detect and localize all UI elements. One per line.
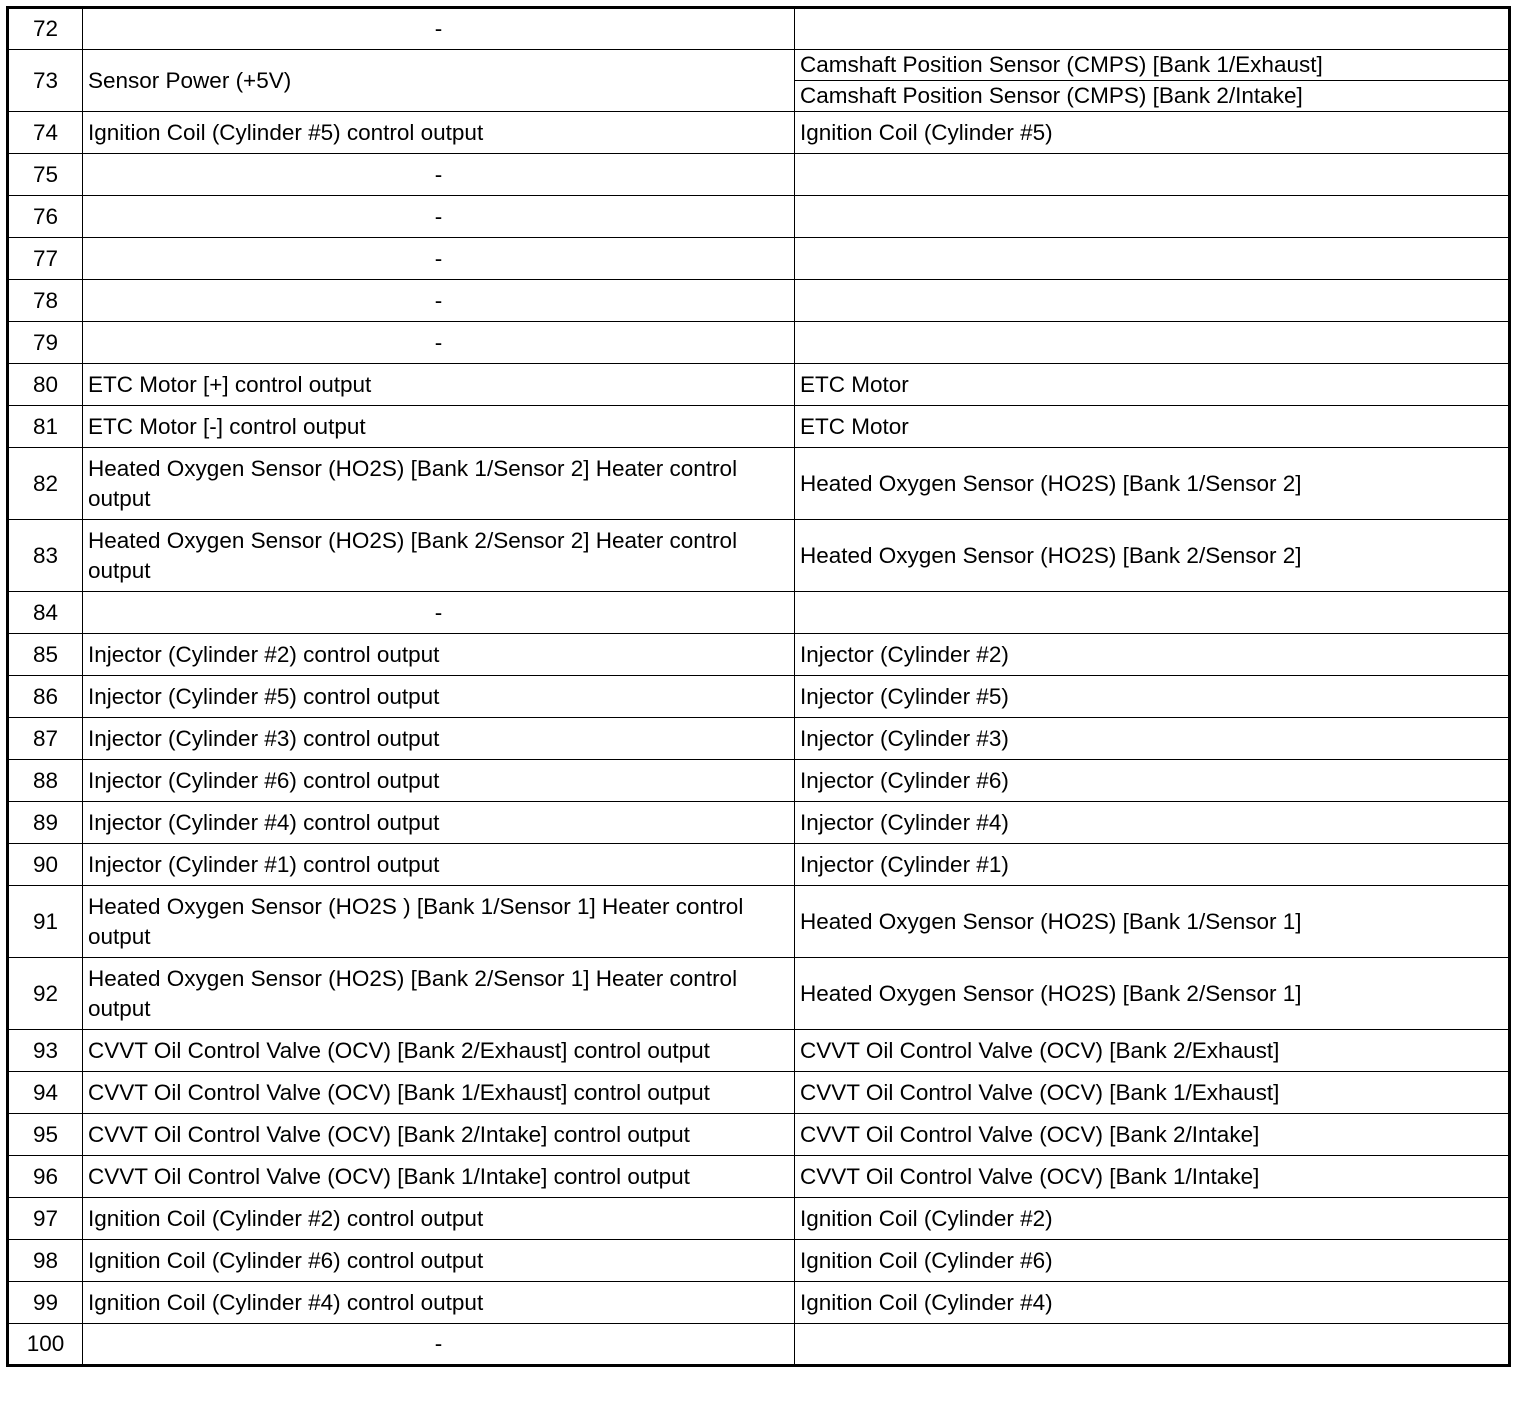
pin-number-cell: 75 bbox=[8, 154, 83, 196]
pin-description-cell: ETC Motor [-] control output bbox=[83, 406, 795, 448]
pin-number-cell: 94 bbox=[8, 1072, 83, 1114]
table-row bbox=[8, 1072, 1510, 1114]
pin-number-cell: 84 bbox=[8, 592, 83, 634]
pin-number-cell: 100 bbox=[8, 1324, 83, 1366]
pin-description-cell: - bbox=[83, 154, 795, 196]
pin-number-cell: 96 bbox=[8, 1156, 83, 1198]
pin-number-cell: 97 bbox=[8, 1198, 83, 1240]
pin-description-cell: Heated Oxygen Sensor (HO2S) [Bank 1/Sensor 2] Heater control output bbox=[83, 448, 795, 520]
pin-number-cell: 95 bbox=[8, 1114, 83, 1156]
pin-description-cell: Ignition Coil (Cylinder #2) control output bbox=[83, 1198, 795, 1240]
pin-description-cell: - bbox=[83, 322, 795, 364]
pin-number-cell: 81 bbox=[8, 406, 83, 448]
connected-component-cell bbox=[795, 238, 1510, 280]
pin-number-cell: 86 bbox=[8, 676, 83, 718]
pin-description-cell: CVVT Oil Control Valve (OCV) [Bank 2/Exhaust] control output bbox=[83, 1030, 795, 1072]
pin-description-cell: CVVT Oil Control Valve (OCV) [Bank 1/Exhaust] control output bbox=[83, 1072, 795, 1114]
connected-component-cell: Ignition Coil (Cylinder #5) bbox=[795, 112, 1510, 154]
pin-number-cell: 80 bbox=[8, 364, 83, 406]
table-row bbox=[8, 844, 1510, 886]
pin-number-cell: 88 bbox=[8, 760, 83, 802]
table-row bbox=[8, 8, 1510, 50]
table-row bbox=[8, 1324, 1510, 1366]
connected-component-cell bbox=[795, 592, 1510, 634]
pin-number-cell: 85 bbox=[8, 634, 83, 676]
pin-description-cell: Heated Oxygen Sensor (HO2S ) [Bank 1/Sensor 1] Heater control output bbox=[83, 886, 795, 958]
pin-number-cell: 73 bbox=[8, 50, 83, 112]
pin-description-cell: Ignition Coil (Cylinder #4) control output bbox=[83, 1282, 795, 1324]
pin-description-cell: Injector (Cylinder #5) control output bbox=[83, 676, 795, 718]
pin-number-cell: 79 bbox=[8, 322, 83, 364]
connected-component-cell: Heated Oxygen Sensor (HO2S) [Bank 1/Sensor 1] bbox=[795, 886, 1510, 958]
connected-component-cell: ETC Motor bbox=[795, 364, 1510, 406]
connected-component-cell: Heated Oxygen Sensor (HO2S) [Bank 2/Sensor 1] bbox=[795, 958, 1510, 1030]
pin-number-cell: 92 bbox=[8, 958, 83, 1030]
pin-number-cell: 89 bbox=[8, 802, 83, 844]
connected-component-cell bbox=[795, 280, 1510, 322]
table-row bbox=[8, 802, 1510, 844]
pin-description-cell: Injector (Cylinder #4) control output bbox=[83, 802, 795, 844]
connected-component-cell bbox=[795, 154, 1510, 196]
table-row bbox=[8, 364, 1510, 406]
pin-description-cell: CVVT Oil Control Valve (OCV) [Bank 2/Intake] control output bbox=[83, 1114, 795, 1156]
table-row bbox=[8, 50, 1510, 81]
pin-description-cell: Heated Oxygen Sensor (HO2S) [Bank 2/Sensor 2] Heater control output bbox=[83, 520, 795, 592]
pin-number-cell: 91 bbox=[8, 886, 83, 958]
table-row bbox=[8, 958, 1510, 1030]
pin-number-cell: 72 bbox=[8, 8, 83, 50]
table-row bbox=[8, 760, 1510, 802]
connected-component-cell bbox=[795, 322, 1510, 364]
pin-description-cell: Ignition Coil (Cylinder #5) control output bbox=[83, 112, 795, 154]
table-row bbox=[8, 520, 1510, 592]
connected-component-cell: Heated Oxygen Sensor (HO2S) [Bank 1/Sensor 2] bbox=[795, 448, 1510, 520]
pin-description-cell: Ignition Coil (Cylinder #6) control output bbox=[83, 1240, 795, 1282]
connected-component-cell: Heated Oxygen Sensor (HO2S) [Bank 2/Sensor 2] bbox=[795, 520, 1510, 592]
pin-description-cell: - bbox=[83, 238, 795, 280]
pin-description-cell: - bbox=[83, 1324, 795, 1366]
pin-number-cell: 77 bbox=[8, 238, 83, 280]
pin-description-cell: - bbox=[83, 592, 795, 634]
pin-number-cell: 99 bbox=[8, 1282, 83, 1324]
table-row bbox=[8, 238, 1510, 280]
pin-number-cell: 93 bbox=[8, 1030, 83, 1072]
pin-description-cell: CVVT Oil Control Valve (OCV) [Bank 1/Intake] control output bbox=[83, 1156, 795, 1198]
pin-description-cell: Injector (Cylinder #1) control output bbox=[83, 844, 795, 886]
pin-number-cell: 90 bbox=[8, 844, 83, 886]
connected-component-cell: Camshaft Position Sensor (CMPS) [Bank 2/Intake] bbox=[795, 81, 1510, 112]
table-row bbox=[8, 886, 1510, 958]
table-row bbox=[8, 1156, 1510, 1198]
pin-number-cell: 83 bbox=[8, 520, 83, 592]
table-row bbox=[8, 718, 1510, 760]
connected-component-cell: Injector (Cylinder #4) bbox=[795, 802, 1510, 844]
pin-number-cell: 82 bbox=[8, 448, 83, 520]
table-row bbox=[8, 1030, 1510, 1072]
pin-description-cell: Injector (Cylinder #6) control output bbox=[83, 760, 795, 802]
connected-component-cell: CVVT Oil Control Valve (OCV) [Bank 2/Exhaust] bbox=[795, 1030, 1510, 1072]
table-row bbox=[8, 280, 1510, 322]
table-row bbox=[8, 1198, 1510, 1240]
table-row bbox=[8, 676, 1510, 718]
pin-description-cell: Heated Oxygen Sensor (HO2S) [Bank 2/Sensor 1] Heater control output bbox=[83, 958, 795, 1030]
pin-number-cell: 78 bbox=[8, 280, 83, 322]
connected-component-cell: Injector (Cylinder #1) bbox=[795, 844, 1510, 886]
connected-component-cell: Ignition Coil (Cylinder #4) bbox=[795, 1282, 1510, 1324]
pin-description-cell: Injector (Cylinder #2) control output bbox=[83, 634, 795, 676]
connected-component-cell: Injector (Cylinder #5) bbox=[795, 676, 1510, 718]
pin-description-cell: ETC Motor [+] control output bbox=[83, 364, 795, 406]
pin-description-cell: - bbox=[83, 280, 795, 322]
pin-description-cell: Sensor Power (+5V) bbox=[83, 50, 795, 112]
connected-component-cell: Injector (Cylinder #6) bbox=[795, 760, 1510, 802]
connected-component-cell: Injector (Cylinder #2) bbox=[795, 634, 1510, 676]
pin-number-cell: 74 bbox=[8, 112, 83, 154]
pin-table-body bbox=[8, 8, 1510, 1366]
connected-component-cell: CVVT Oil Control Valve (OCV) [Bank 2/Intake] bbox=[795, 1114, 1510, 1156]
pin-table bbox=[6, 6, 1511, 1367]
table-row bbox=[8, 592, 1510, 634]
connected-component-cell: Injector (Cylinder #3) bbox=[795, 718, 1510, 760]
table-row bbox=[8, 1240, 1510, 1282]
connected-component-cell: CVVT Oil Control Valve (OCV) [Bank 1/Exhaust] bbox=[795, 1072, 1510, 1114]
connected-component-cell: CVVT Oil Control Valve (OCV) [Bank 1/Intake] bbox=[795, 1156, 1510, 1198]
connected-component-cell: ETC Motor bbox=[795, 406, 1510, 448]
pin-description-cell: - bbox=[83, 8, 795, 50]
connected-component-cell: Camshaft Position Sensor (CMPS) [Bank 1/Exhaust] bbox=[795, 50, 1510, 81]
connected-component-cell bbox=[795, 8, 1510, 50]
table-row bbox=[8, 1114, 1510, 1156]
connected-component-cell: Ignition Coil (Cylinder #2) bbox=[795, 1198, 1510, 1240]
table-row bbox=[8, 154, 1510, 196]
pin-number-cell: 98 bbox=[8, 1240, 83, 1282]
table-row bbox=[8, 1282, 1510, 1324]
table-row bbox=[8, 634, 1510, 676]
connected-component-cell bbox=[795, 196, 1510, 238]
table-row bbox=[8, 448, 1510, 520]
pin-description-cell: Injector (Cylinder #3) control output bbox=[83, 718, 795, 760]
pin-description-cell: - bbox=[83, 196, 795, 238]
table-row bbox=[8, 196, 1510, 238]
pin-number-cell: 87 bbox=[8, 718, 83, 760]
table-row bbox=[8, 112, 1510, 154]
connected-component-cell bbox=[795, 1324, 1510, 1366]
connected-component-cell: Ignition Coil (Cylinder #6) bbox=[795, 1240, 1510, 1282]
pin-number-cell: 76 bbox=[8, 196, 83, 238]
table-row bbox=[8, 322, 1510, 364]
table-row bbox=[8, 406, 1510, 448]
